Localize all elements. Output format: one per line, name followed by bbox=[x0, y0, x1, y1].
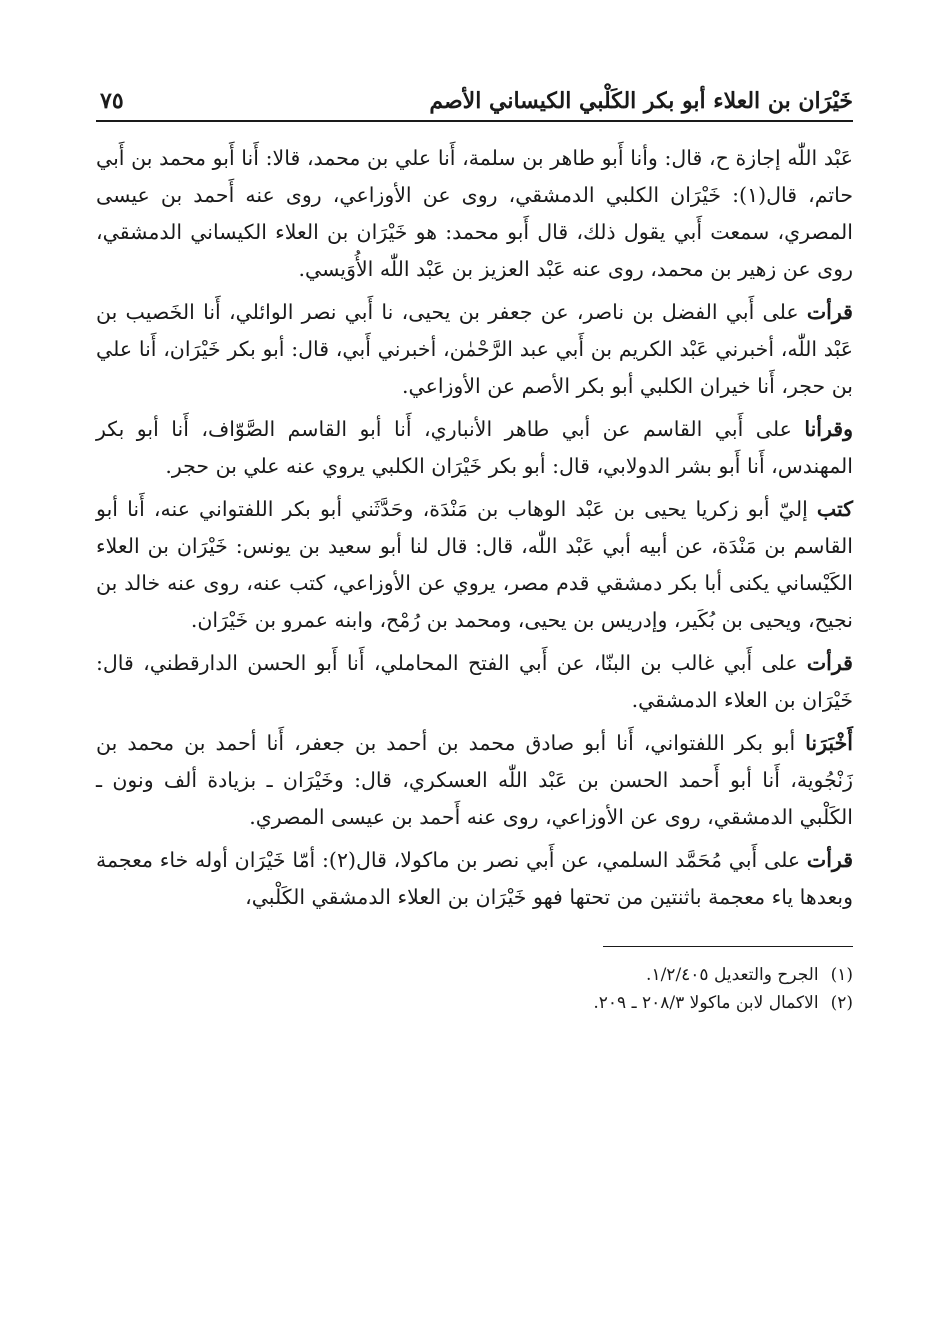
footnote-rule bbox=[603, 946, 853, 947]
footnote-number: (١) bbox=[830, 965, 853, 985]
paragraph bbox=[96, 491, 853, 639]
body-text bbox=[96, 140, 853, 916]
paragraph bbox=[96, 842, 853, 916]
paragraph-lead-word: قرأت bbox=[806, 651, 853, 675]
paragraph-lead-word: كتب bbox=[816, 497, 853, 521]
paragraph-text: إليّ أبو زكريا يحيى بن عَبْد الوهاب بن مَنْدَة، وحَدَّثَني أبو بكر اللفتواني عنه، أَنا أبو القاسم بن مَنْدَة، عن أبيه أبي عَبْد اللّٰه، قال: قال لنا أبو سعيد بن يونس: خَيْرَان بن العلاء الكَيْساني يكنى أبا بكر دمشقي قدم مصر، يروي عن الأوزاعي، كتب عنه، روى عنه خالد بن نجيح، ويحيى بن بُكَير، وإدريس بن يحيى، ومحمد بن رُمْح، وابنه عمرو بن خَيْرَان. bbox=[96, 497, 853, 632]
running-header bbox=[96, 70, 853, 114]
paragraph-text: عَبْد اللّٰه إجازة ح، قال: وأنا أَبو طاهر بن سلمة، أَنا علي بن محمد، قالا: أَنا أَبو محمد بن أَبي حاتم، قال(١): خَيْرَان الكلبي الدمشقي، روى عن الأوزاعي، روى عنه أَحمد بن عيسى المصري، سمعت أَبي يقول ذلك، قال أَبو محمد: هو خَيْرَان بن العلاء الكيساني الدمشقي، روى عن زهير بن محمد، روى عنه عَبْد العزيز بن عَبْد اللّٰه الأُوَيسي. bbox=[96, 146, 853, 281]
footnote-number: (٢) bbox=[830, 993, 853, 1013]
paragraph-lead-word: وقرأنا bbox=[804, 417, 853, 441]
paragraph-text: على أَبي مُحَمَّد السلمي، عن أَبي نصر بن ماكولا، قال(٢): أمّا خَيْرَان أوله خاء معجمة وبعدها ياء معجمة باثنتين من تحتها فهو خَيْرَان بن العلاء الدمشقي الكَلْبي، bbox=[96, 848, 853, 909]
paragraph-lead-word: قرأت bbox=[806, 300, 853, 324]
footnote-text: الجرح والتعديل ١/٢/٤٠٥. bbox=[646, 965, 819, 985]
paragraph-lead-word: قرأت bbox=[806, 848, 854, 872]
paragraph-text: أبو بكر اللفتواني، أَنا أبو صادق محمد بن أحمد بن جعفر، أَنا أحمد بن محمد بن زَنْجُوية، أَنا أبو أَحمد الحسن بن عَبْد اللّٰه العسكري، قال: وخَيْرَان ـ بزيادة ألف ونون ـ الكَلْبي الدمشقي، روى عن الأوزاعي، روى عنه أَحمد بن عيسى المصري. bbox=[96, 731, 853, 829]
paragraph bbox=[96, 645, 853, 719]
page-number: ٧٥ bbox=[100, 88, 124, 114]
paragraph-text: على أَبي الفضل بن ناصر، عن جعفر بن يحيى، نا أَبي نصر الوائلي، أَنا الخَصيب بن عَبْد اللّٰه، أخبرني عَبْد الكريم بن أَبي عبد الرَّحْمٰن، أخبرني أَبي، قال: أبو بكر خَيْرَان، أَنا علي بن حجر، أَنا خيران الكلبي أبو بكر الأصم عن الأوزاعي. bbox=[96, 300, 853, 398]
paragraph bbox=[96, 294, 853, 405]
paragraph bbox=[96, 140, 853, 288]
book-page bbox=[96, 70, 853, 1300]
paragraph-text: على أَبي غالب بن البنّا، عن أَبي الفتح المحاملي، أَنا أَبو الحسن الدارقطني، قال: خَيْرَان بن العلاء الدمشقي. bbox=[96, 651, 853, 712]
footnotes bbox=[96, 961, 853, 1017]
footnote-text: الاكمال لابن ماكولا ٢٠٨/٣ ـ ٢٠٩. bbox=[593, 993, 819, 1013]
running-title: خَيْرَان بن العلاء أبو بكر الكَلْبي الكيساني الأصم bbox=[429, 88, 853, 114]
paragraph-text: على أَبي القاسم عن أبي طاهر الأنباري، أَنا أبو القاسم الصَّوّاف، أَنا أبو بكر المهندس، أَنا أَبو بشر الدولابي، قال: أبو بكر خَيْرَان الكلبي يروي عنه علي بن حجر. bbox=[96, 417, 853, 478]
paragraph bbox=[96, 411, 853, 485]
footnote bbox=[96, 961, 853, 989]
paragraph bbox=[96, 725, 853, 836]
header-rule bbox=[96, 120, 853, 122]
paragraph-lead-word: أَخْبَرَنا bbox=[805, 731, 853, 755]
footnote bbox=[96, 989, 853, 1017]
